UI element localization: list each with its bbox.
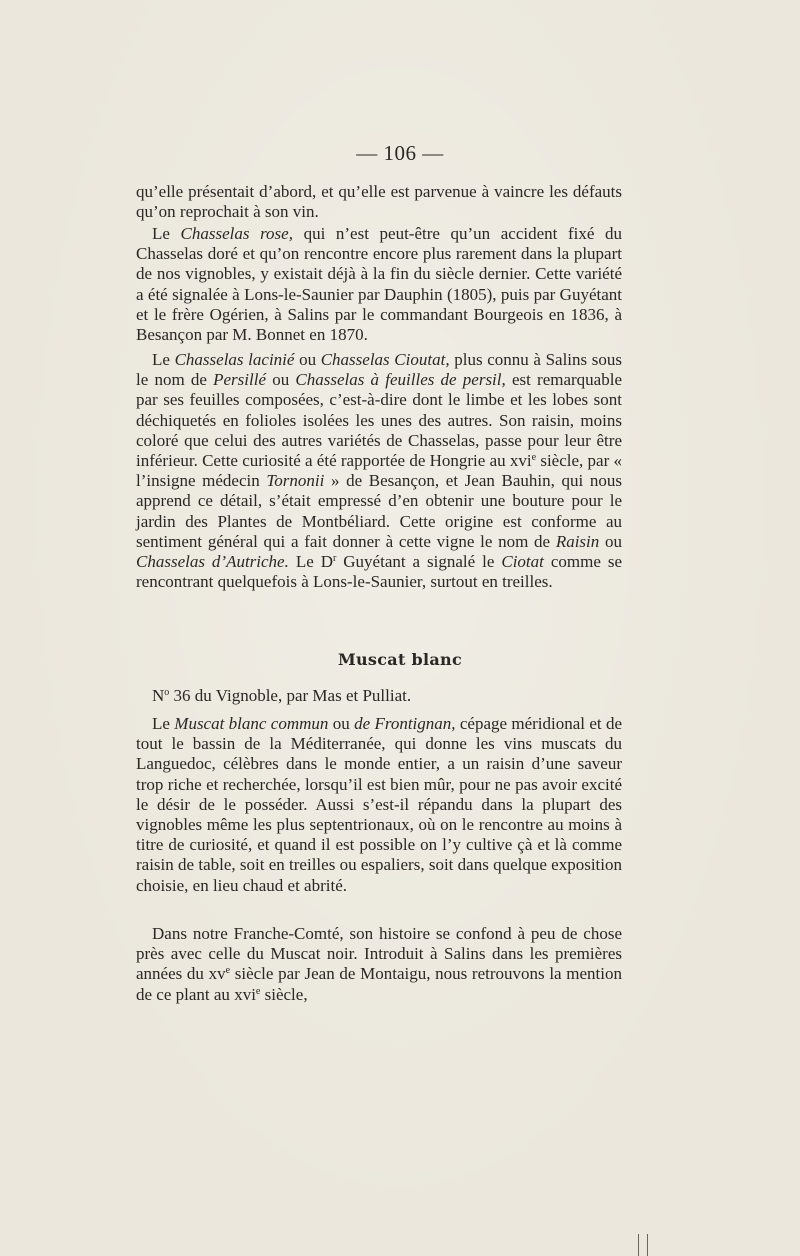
superscript: o (164, 687, 170, 698)
paragraph-reference (136, 686, 622, 706)
text-run: est remarquable par ses feuilles composées, c’est-à-dire dont le limbe et les lobes sont déchiquetés en folioles isolées les unes des autres. Son raisin, moins coloré que celui des autres variétés de Chasselas, passe pour leur être inférieur. Cette curiosité a été rapportée de Hongrie au (136, 370, 622, 471)
text-run: » de Besançon, et Jean Bauhin, qui nous apprend ce détail, s’était empressé d’en obtenir une bouture pour le jardin des Plantes de Montbéliard. Cette origine est conforme au sentiment général qui a fait donner à cette vigne le nom de (136, 471, 622, 551)
variety-name: Chasselas Cioutat, (320, 350, 450, 369)
text-run: cépage méridional et de tout le bassin de la Méditerranée, qui donne les vins muscats du Languedoc, célèbres dans le monde entier, a un raisin d’une saveur trop riche et recherchée, lorsqu’il est bien mûr, pour ne pas avoir excité le désir de le posséder. Aussi s’est-il répandu dans la plupart des vignobles même les plus septentrionaux, où on le rencontre au moins à titre de curiosité, et quand il est possible on l’y cultive çà et là comme raisin de table, soit en treilles ou espaliers, soit dans quelque exposition choisie, en lieu chaud et abrité. (136, 714, 623, 895)
variety-name: Raisin (555, 531, 600, 551)
text-run: ou (294, 350, 321, 369)
superscript: r (332, 553, 337, 565)
text-run: comme se rencontrant quelquefois à Lons-le-Saunier, surtout en treilles. (136, 552, 622, 592)
page-edge-mark (638, 1234, 648, 1256)
text-run: 36 du Vignoble, par Mas et Pulliat. (169, 686, 412, 705)
variety-name: Ciotat (501, 552, 544, 572)
text-run: qui n’est peut-être qu’un accident fixé du Chasselas doré et qu’on rencontre encore plus rarement dans la plupart de nos vignobles, y existait déjà à la fin du siècle dernier. Cette variété a été signalée à Lons-le-Saunier par Dauphin (1805), puis par Guyétant et le frère Ogérien, à Salins par le commandant Bourgeois en 1836, à Besançon par M. Bonnet en 1870. (136, 224, 622, 345)
variety-name: Chasselas lacinié (174, 350, 295, 369)
century-numeral: xvi (509, 451, 532, 471)
variety-name: Chasselas rose, (180, 224, 293, 243)
paragraph-chasselas-lacinie (136, 350, 622, 592)
text-run: Dans notre Franche-Comté, son histoire se confond à peu de chose près avec celle du Muscat noir. Introduit à Salins dans les premières années du (136, 924, 622, 984)
paragraph-continuation (136, 182, 622, 222)
text-run: Le (152, 350, 175, 369)
text-run: Guyétant a signalé le (336, 552, 502, 572)
text-run: Le (152, 224, 181, 243)
century-numeral: xvi (234, 984, 256, 1004)
paragraph-text: qu’elle présentait d’abord, et qu’elle est parvenue à vaincre les défauts qu’on reprochait à son vin. (136, 182, 622, 222)
text-run: siècle par Jean de Montaigu, nous retrouvons la mention de ce plant au (136, 964, 622, 1004)
variety-name: Chasselas d’Autriche. (136, 552, 289, 572)
text-run: Le D (288, 552, 333, 572)
superscript: e (531, 452, 537, 464)
text-run: N (152, 686, 165, 705)
section-title: Muscat blanc (337, 650, 463, 669)
text-run: ou (599, 531, 623, 551)
paragraph-franche-comte (136, 924, 622, 1005)
text-run: ou (266, 370, 296, 390)
superscript: e (255, 985, 261, 997)
variety-name: Persillé (213, 370, 267, 390)
paragraph-muscat-blanc (136, 714, 622, 896)
page-number: — 106 — (356, 141, 444, 165)
person-name: Tornonii (266, 471, 325, 491)
variety-name: Muscat blanc commun (174, 714, 329, 733)
text-run: ou (328, 714, 355, 733)
text-run: Le (152, 714, 175, 733)
century-numeral: xv (208, 964, 226, 984)
text-run: siècle, (260, 984, 308, 1004)
text-run: siècle, par « l’insigne médecin (136, 451, 622, 491)
text-run: plus connu à Salins sous le nom de (136, 350, 622, 390)
variety-name: de Frontignan, (354, 714, 456, 733)
superscript: e (225, 965, 231, 977)
paragraph-chasselas-rose (136, 224, 622, 345)
variety-name: Chasselas à feuilles de persil, (295, 370, 506, 390)
